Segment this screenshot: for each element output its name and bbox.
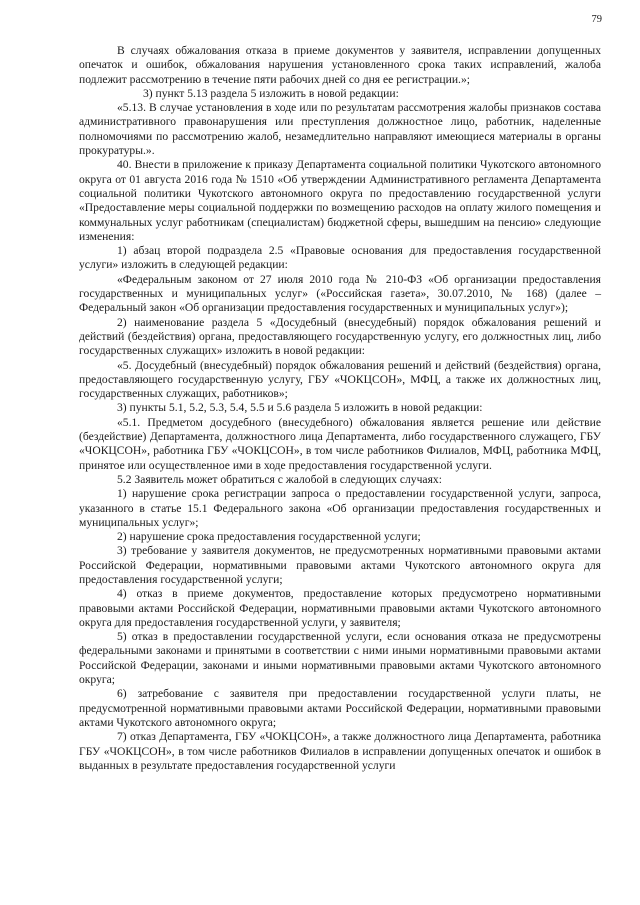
- paragraph: «Федеральным законом от 27 июля 2010 года № 210-ФЗ «Об организации предоставления государственных и муниципальных услуг» («Российская газета», 30.07.2010, № 168) (далее – Федеральный закон «Об организации предоставления государственных и муниципальных услуг»);: [79, 272, 601, 315]
- paragraph: «5.13. В случае установления в ходе или по результатам рассмотрения жалобы признаков состава административного правонарушения или преступления должностное лицо, работник, наделенные полномочиями по рассмотрению жалоб, незамедлительно направляют имеющиеся материалы в органы прокуратуры.».: [79, 101, 601, 158]
- paragraph: 3) пункт 5.13 раздела 5 изложить в новой редакции:: [143, 86, 399, 100]
- paragraph: 1) абзац второй подраздела 2.5 «Правовые основания для предоставления государственной услуги» изложить в следующей редакции:: [79, 244, 601, 272]
- paragraph: 2) нарушение срока предоставления государственной услуги;: [117, 530, 421, 544]
- document-body: [79, 44, 601, 773]
- paragraph: 3) требование у заявителя документов, не предусмотренных нормативными правовыми актами Российской Федерации, нормативными правовыми актами Чукотского автономного округа для предоставления государственной услуги;: [79, 544, 601, 586]
- paragraph: «5. Досудебный (внесудебный) порядок обжалования решений и действий (бездействия) органа, предоставляющего государственную услугу, ГБУ «ЧОКЦСОН», МФЦ, а также их должностных лиц, государственных служащих, работников»;: [79, 358, 601, 401]
- page-number: 79: [591, 14, 602, 25]
- paragraph: 6) затребование с заявителя при предоставлении государственной услуги платы, не предусмотренной нормативными правовыми актами Российской Федерации, нормативными правовыми актами Чукотского автономного округа;: [79, 687, 601, 729]
- paragraph: 1) нарушение срока регистрации запроса о предоставлении государственной услуги, запроса, указанного в статье 15.1 Федерального закона «Об организации предоставления государственных и муниципальных услуг»;: [79, 487, 601, 529]
- paragraph: 7) отказ Департамента, ГБУ «ЧОКЦСОН», а также должностного лица Департамента, работника ГБУ «ЧОКЦСОН», в том числе работников Филиалов в исправлении допущенных опечаток и ошибок в выданных в результате предоставления государственной услуги: [79, 730, 601, 772]
- paragraph: 5) отказ в предоставлении государственной услуги, если основания отказа не предусмотрены федеральными законами и принятыми в соответствии с ними иными нормативными правовыми актами Российской Федерации, законами и иными нормативными правовыми актами Чукотского автономного округа;: [79, 630, 601, 687]
- paragraph: 40. Внести в приложение к приказу Департамента социальной политики Чукотского автономного округа от 01 августа 2016 года № 1510 «Об утверждении Административного регламента Департамента социальной политики Чукотского автономного округа по предоставлению государственной услуги «Предоставление меры социальной поддержки по возмещению расходов на оплату жилого помещения и коммунальных услуг работникам (специалистам) бюджетной сферы, вышедшим на пенсию» следующие изменения:: [79, 158, 601, 243]
- paragraph: 4) отказ в приеме документов, предоставление которых предусмотрено нормативными правовыми актами Российской Федерации, нормативными правовыми актами Чукотского автономного округа для предоставления государственной услуги, у заявителя;: [79, 587, 601, 629]
- paragraph: 3) пункты 5.1, 5.2, 5.3, 5.4, 5.5 и 5.6 раздела 5 изложить в новой редакции:: [117, 401, 483, 415]
- paragraph: 2) наименование раздела 5 «Досудебный (внесудебный) порядок обжалования решений и действий (бездействия) органа, предоставляющего государственную услугу, его должностных лиц, либо государственных служащих» изложить в новой редакции:: [79, 315, 601, 358]
- paragraph: В случаях обжалования отказа в приеме документов у заявителя, исправлении допущенных опечаток и ошибок, обжалования нарушения установленного срока таких исправлений, жалоба подлежит рассмотрению в течение пяти рабочих дней со дня ее регистрации.»;: [79, 44, 601, 86]
- paragraph: «5.1. Предметом досудебного (внесудебного) обжалования является решение или действие (бездействие) Департамента, должностного лица Департамента, либо государственного служащего, ГБУ «ЧОКЦСОН», работника ГБУ «ЧОКЦСОН», в том числе работников Филиалов, МФЦ, работника МФЦ, принятое или осуществленное ими в ходе предоставления государственной услуги.: [79, 415, 601, 472]
- paragraph: 5.2 Заявитель может обратиться с жалобой в следующих случаях:: [117, 472, 442, 486]
